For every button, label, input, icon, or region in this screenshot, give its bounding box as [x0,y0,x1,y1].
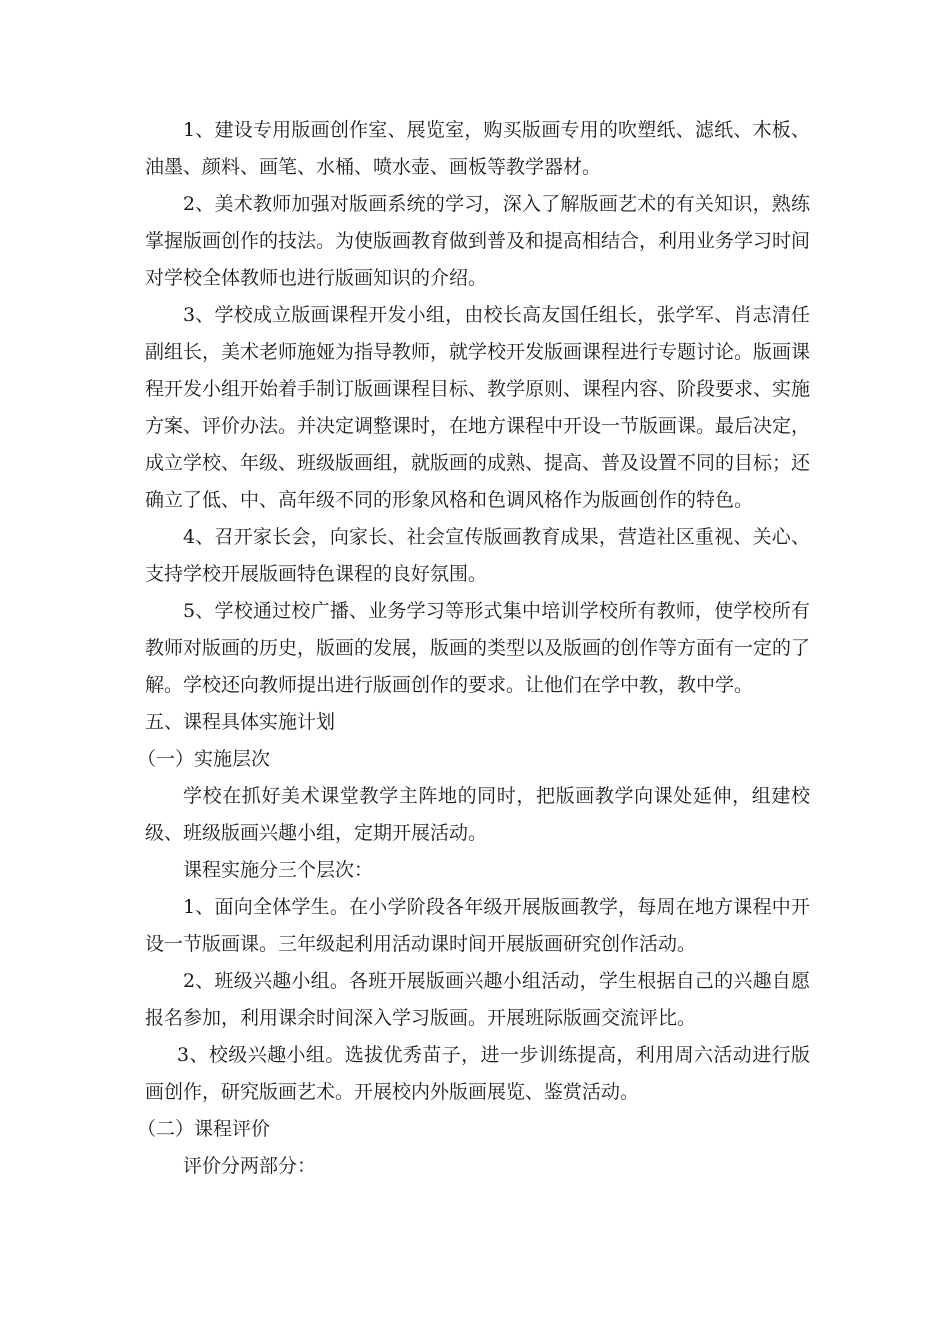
document-body [137,112,811,1185]
paragraph-parent-meeting: 4、召开家长会，向家长、社会宣传版画教育成果，营造社区重视、关心、支持学校开展版画特色课程的良好氛围。 [145,526,810,585]
subsection-heading-evaluation: （二）课程评价 [137,1118,271,1140]
paragraph-teacher-training: 2、美术教师加强对版画系统的学习，深入了解版画艺术的有关知识，熟练掌握版画创作的技法。为使版画教育做到普及和提高相结合，利用业务学习时间对学校全体教师也进行版画知识的介绍。 [145,193,811,289]
paragraph-level-all-students: 1、面向全体学生。在小学阶段各年级开展版画教学，每周在地方课程中开设一节版画课。三年级起利用活动课时间开展版画研究创作活动。 [145,896,810,955]
paragraph-staff-training: 5、学校通过校广播、业务学习等形式集中培训学校所有教师，使学校所有教师对版画的历史，版画的发展，版画的类型以及版画的创作等方面有一定的了解。学校还向教师提出进行版画创作的要求。让他们在学中教，教中学。 [145,600,811,696]
paragraph-three-levels: 课程实施分三个层次： [183,859,374,881]
section-heading-implementation-plan: 五、课程具体实施计划 [145,711,336,733]
paragraph-development-group: 3、学校成立版画课程开发小组，由校长高友国任组长，张学军、肖志清任副组长，美术老师施娅为指导教师，就学校开发版画课程进行专题讨论。版画课程开发小组开始着手制订版画课程目标、教学原则、课程内容、阶段要求、实施方案、评价办法。并决定调整课时，在地方课程中开设一节版画课。最后决定，成立学校、年级、班级版画组，就版画的成熟、提高、普及设置不同的目标；还确立了低、中、高年级不同的形象风格和色调风格作为版画创作的特色。 [145,304,811,511]
subsection-heading-levels: （一）实施层次 [137,748,271,770]
paragraph-evaluation-parts: 评价分两部分： [183,1155,317,1177]
paragraph-level-school-groups: 3、校级兴趣小组。选拔优秀苗子，进一步训练提高，利用周六活动进行版画创作，研究版画艺术。开展校内外版画展览、鉴赏活动。 [145,1044,810,1103]
paragraph-equipment: 1、建设专用版画创作室、展览室，购买版画专用的吹塑纸、滤纸、木板、油墨、颜料、画笔、水桶、喷水壶、画板等教学器材。 [145,119,810,178]
paragraph-interest-groups: 学校在抓好美术课堂教学主阵地的同时，把版画教学向课处延伸，组建校级、班级版画兴趣小组，定期开展活动。 [145,785,810,844]
paragraph-level-class-groups: 2、班级兴趣小组。各班开展版画兴趣小组活动，学生根据自己的兴趣自愿报名参加，利用课余时间深入学习版画。开展班际版画交流评比。 [145,970,810,1029]
